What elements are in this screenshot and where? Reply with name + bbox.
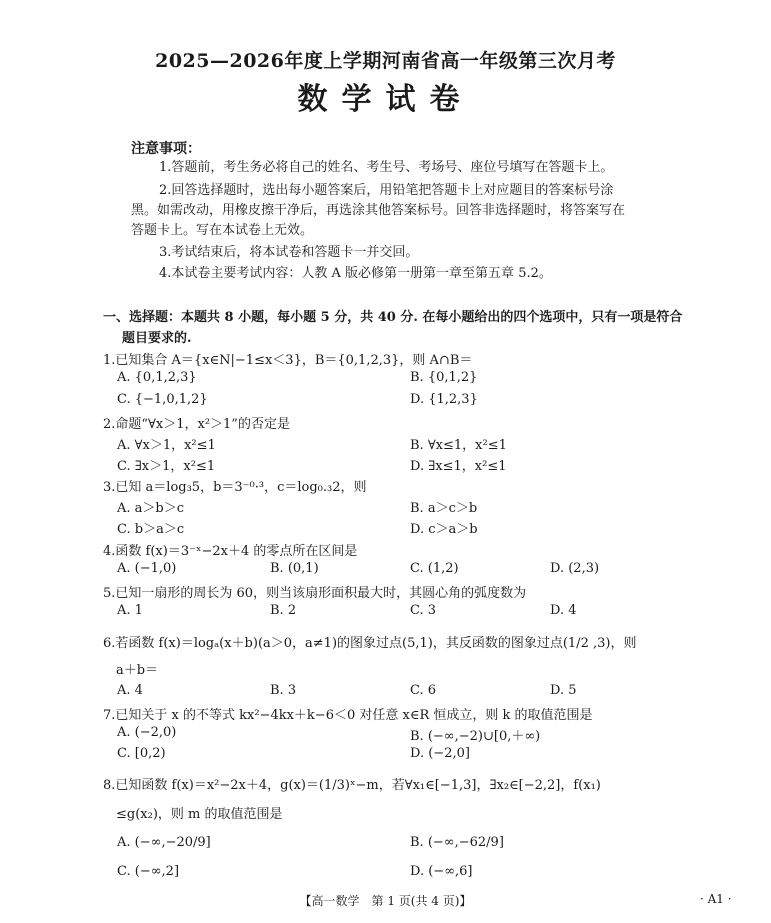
question-6-stem-cont: a＋b＝ [116,663,159,678]
q4-option-d: D. (2,3) [550,561,600,576]
page-footer: 【高一数学 第 1 页(共 4 页)】 [299,894,472,908]
note-2c: 答题卡上。写在本试卷上无效。 [131,223,314,238]
q3-option-d: D. c＞a＞b [410,522,478,537]
q2-option-c: C. ∃x＞1，x²≤1 [117,459,216,474]
question-4-stem: 4.函数 f(x)＝3⁻ˣ−2x＋4 的零点所在区间是 [103,544,358,559]
q6-option-d: D. 5 [550,683,577,698]
q5-option-a: A. 1 [117,603,143,618]
version-tag: · A1 · [700,892,732,906]
exam-title: 2025—2026年度上学期河南省高一年级第三次月考 [155,50,616,72]
note-1: 1.答题前，考生务必将自己的姓名、考生号、考场号、座位号填写在答题卡上。 [159,160,614,175]
q8-option-a: A. (−∞,−20/9] [117,835,211,850]
q2-option-a: A. ∀x＞1，x²≤1 [117,438,216,453]
question-1-stem: 1.已知集合 A＝{x∈N|−1≤x＜3}，B＝{0,1,2,3}，则 A∩B＝ [103,353,473,368]
q2-option-d: D. ∃x≤1，x²≤1 [410,459,507,474]
q1-option-a: A. {0,1,2,3} [117,370,197,385]
q5-option-d: D. 4 [550,603,577,618]
note-2a: 2.回答选择题时，选出每小题答案后，用铅笔把答题卡上对应题目的答案标号涂 [159,183,614,198]
notes-heading: 注意事项： [131,141,201,157]
q8-option-b: B. (−∞,−62/9] [410,835,504,850]
question-7-stem: 7.已知关于 x 的不等式 kx²−4kx＋k−6＜0 对任意 x∈R 恒成立，则 k 的取值范围是 [103,708,593,723]
q1-option-b: B. {0,1,2} [410,370,478,385]
q7-option-b: B. (−∞,−2)∪[0,＋∞) [410,729,541,744]
q3-option-c: C. b＞a＞c [117,522,185,537]
section-heading-cont: 题目要求的. [122,331,192,346]
question-3-stem: 3.已知 a＝log₃5，b＝3⁻⁰·³，c＝log₀.₃2，则 [103,480,367,495]
question-5-stem: 5.已知一扇形的周长为 60，则当该扇形面积最大时，其圆心角的弧度数为 [103,586,527,601]
q6-option-b: B. 3 [270,683,297,698]
q2-option-b: B. ∀x≤1，x²≤1 [410,438,507,453]
question-6-stem [103,632,636,651]
q6-stem-tail: ，则 [610,636,637,651]
q7-option-c: C. [0,2) [117,746,166,761]
q1-option-c: C. {−1,0,1,2} [117,392,208,407]
q8-option-d: D. (−∞,6] [410,864,473,879]
q5-option-c: C. 3 [410,603,437,618]
q7-option-a: A. (−2,0) [117,725,177,740]
exam-subtitle: 数学试卷 [297,82,474,117]
q5-option-b: B. 2 [270,603,297,618]
q6-option-a: A. 4 [117,683,143,698]
note-3: 3.考试结束后，将本试卷和答题卡一并交回。 [159,245,419,260]
q4-option-c: C. (1,2) [410,561,459,576]
q6-option-c: C. 6 [410,683,437,698]
section-heading: 一、选择题：本题共 8 小题，每小题 5 分，共 40 分. 在每小题给出的四个选项中，只有一项是符合 [103,310,683,325]
q3-option-a: A. a＞b＞c [117,501,185,516]
note-4: 4.本试卷主要考试内容：人教 A 版必修第一册第一章至第五章 5.2。 [159,266,552,281]
q6-point: (1/2 ,3) [562,636,611,651]
question-8-stem-cont: ≤g(x₂)，则 m 的取值范围是 [116,807,283,822]
note-2b: 黑。如需改动，用橡皮擦干净后，再选涂其他答案标号。回答非选择题时，将答案写在 [131,203,626,218]
q4-option-b: B. (0,1) [270,561,319,576]
question-8-stem: 8.已知函数 f(x)＝x²−2x＋4，g(x)＝(1/3)ˣ−m，若∀x₁∈[−1,3]，∃x₂∈[−2,2]，f(x₁) [103,778,601,793]
question-2-stem: 2.命题“∀x＞1，x²＞1”的否定是 [103,417,290,432]
q7-option-d: D. (−2,0] [410,746,470,761]
q6-stem-text: 6.若函数 f(x)＝logₐ(x＋b)(a＞0，a≠1)的图象过点(5,1)，其反函数的图象过点 [103,636,563,651]
q4-option-a: A. (−1,0) [117,561,177,576]
q3-option-b: B. a＞c＞b [410,501,478,516]
q8-option-c: C. (−∞,2] [117,864,180,879]
q1-option-d: D. {1,2,3} [410,392,478,407]
